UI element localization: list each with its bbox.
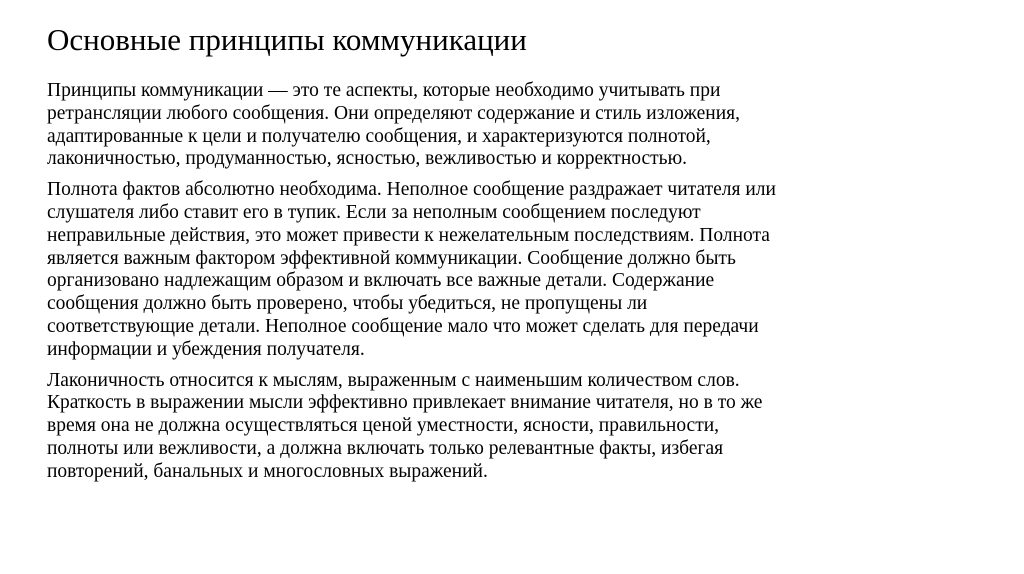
paragraph-line: сообщения должно быть проверено, чтобы убедиться, не пропущены ли xyxy=(47,293,648,315)
paragraph-line: адаптированные к цели и получателю сообщения, и характеризуются полнотой, xyxy=(47,125,711,147)
slide-title: Основные принципы коммуникации xyxy=(47,22,527,57)
paragraph-line: является важным фактором эффективной коммуникации. Сообщение должно быть xyxy=(47,247,736,269)
paragraph-line: Принципы коммуникации — это те аспекты, которые необходимо учитывать при xyxy=(47,80,721,101)
paragraph-line: ретрансляции любого сообщения. Они определяют содержание и стиль изложения, xyxy=(47,102,740,124)
paragraph-line: слушателя либо ставит его в тупик. Если за неполным сообщением последуют xyxy=(47,201,701,223)
paragraph-line: время она не должна осуществляться ценой уместности, ясности, правильности, xyxy=(47,415,720,437)
paragraph-line: неправильные действия, это может привести к нежелательным последствиям. Полнота xyxy=(47,224,770,246)
paragraph-line: повторений, банальных и многословных выражений. xyxy=(47,460,488,482)
paragraph-completeness xyxy=(47,179,967,361)
paragraph-line: лаконичностью, продуманностью, ясностью, вежливостью и корректностью. xyxy=(47,148,688,170)
paragraph-conciseness xyxy=(47,370,967,484)
paragraph-principles xyxy=(47,80,967,171)
paragraph-line: организовано надлежащим образом и включать все важные детали. Содержание xyxy=(47,270,715,292)
paragraph-line: Лаконичность относится к мыслям, выраженным с наименьшим количеством слов. xyxy=(47,369,740,391)
paragraph-line: полноты или вежливости, а должна включать только релевантные факты, избегая xyxy=(47,437,724,459)
paragraph-line: Краткость в выражении мысли эффективно привлекает внимание читателя, но в то же xyxy=(47,392,763,414)
paragraph-line: информации и убеждения получателя. xyxy=(47,338,365,360)
slide-body xyxy=(47,80,967,492)
paragraph-line: Полнота фактов абсолютно необходима. Неполное сообщение раздражает читателя или xyxy=(47,179,776,201)
paragraph-line: соответствующие детали. Неполное сообщение мало что может сделать для передачи xyxy=(47,315,759,337)
